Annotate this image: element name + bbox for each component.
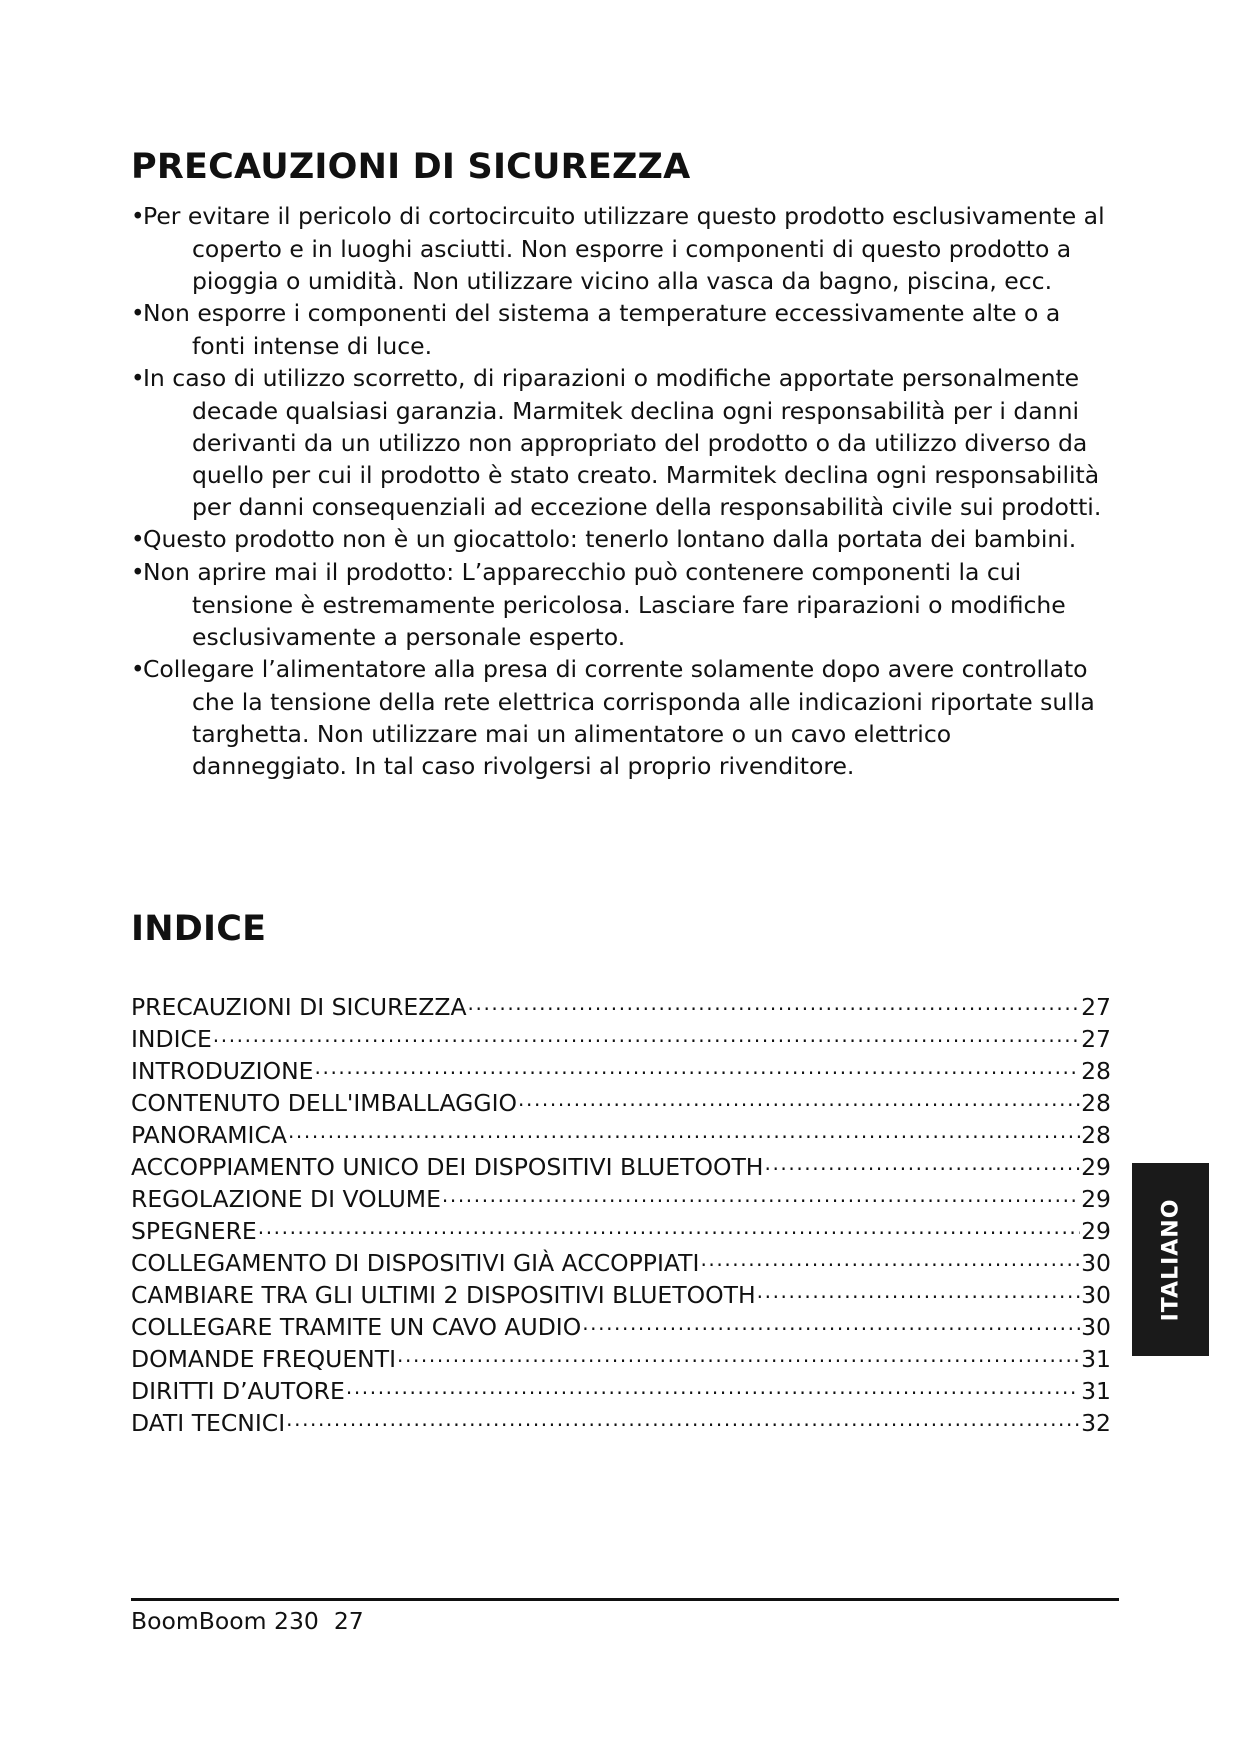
toc-entry-label: PANORAMICA — [131, 1121, 287, 1149]
toc-entry-page: 30 — [1081, 1281, 1111, 1309]
toc-leader-dots — [346, 1375, 1080, 1399]
toc-leader-dots — [397, 1343, 1080, 1367]
toc-entry-page: 29 — [1081, 1217, 1111, 1245]
toc-leader-dots — [258, 1215, 1080, 1239]
safety-item — [131, 523, 1111, 556]
toc-leader-dots — [286, 1407, 1080, 1431]
toc-entry-page: 29 — [1081, 1153, 1111, 1181]
toc-entry-label: INTRODUZIONE — [131, 1057, 314, 1085]
toc-leader-dots — [518, 1087, 1080, 1111]
safety-item-text: Collegare l’alimentatore alla presa di corrente solamente dopo avere controllato che la tensione della rete elettrica corrisponda alle indicazioni riportate sulla targhetta. Non utilizzare mai un alimentatore o un cavo elettrico danneggiato. In tal caso rivolgersi al proprio rivenditore. — [143, 655, 1095, 780]
safety-item-text: Non aprire mai il prodotto: L’apparecchio può contenere componenti la cui tensione è estremamente pericolosa. Lasciare fare riparazioni o modifiche esclusivamente a personale esperto. — [143, 558, 1066, 651]
toc-entry-label: REGOLAZIONE DI VOLUME — [131, 1185, 441, 1213]
toc-entry-page: 31 — [1081, 1377, 1111, 1405]
toc-entry-label: CONTENUTO DELL'IMBALLAGGIO — [131, 1089, 518, 1117]
toc-entry[interactable] — [131, 1343, 1111, 1375]
toc-entry-page: 28 — [1081, 1089, 1111, 1117]
toc-leader-dots — [582, 1311, 1080, 1335]
safety-item — [131, 200, 1111, 297]
table-of-contents — [131, 991, 1111, 1439]
safety-item-text: Non esporre i componenti del sistema a temperature eccessivamente alte o a fonti intense di luce. — [143, 299, 1061, 360]
toc-entry[interactable] — [131, 1119, 1111, 1151]
footer-divider — [131, 1598, 1119, 1601]
bullet-icon: • — [131, 366, 145, 392]
language-tab — [1132, 1163, 1209, 1356]
toc-entry[interactable] — [131, 1087, 1111, 1119]
toc-leader-dots — [315, 1055, 1081, 1079]
toc-entry-page: 27 — [1081, 1025, 1111, 1053]
toc-entry-label: COLLEGARE TRAMITE UN CAVO AUDIO — [131, 1313, 582, 1341]
bullet-icon: • — [131, 301, 145, 327]
toc-entry-page: 28 — [1081, 1057, 1111, 1085]
toc-entry-page: 31 — [1081, 1345, 1111, 1373]
toc-entry-label: COLLEGAMENTO DI DISPOSITIVI GIÀ ACCOPPIATI — [131, 1249, 700, 1277]
footer-page-number: 27 — [333, 1607, 364, 1635]
toc-entry-page: 28 — [1081, 1121, 1111, 1149]
toc-entry[interactable] — [131, 991, 1111, 1023]
footer-product-name: BoomBoom 230 — [131, 1607, 319, 1635]
safety-item-text: Questo prodotto non è un giocattolo: tenerlo lontano dalla portata dei bambini. — [143, 525, 1077, 553]
toc-leader-dots — [288, 1119, 1080, 1143]
toc-leader-dots — [468, 991, 1081, 1015]
toc-entry-label: SPEGNERE — [131, 1217, 257, 1245]
language-tab-label: ITALIANO — [1158, 1198, 1183, 1321]
toc-entry[interactable] — [131, 1311, 1111, 1343]
toc-entry-label: CAMBIARE TRA GLI ULTIMI 2 DISPOSITIVI BLUETOOTH — [131, 1281, 756, 1309]
toc-leader-dots — [442, 1183, 1080, 1207]
toc-entry-page: 32 — [1081, 1409, 1111, 1437]
toc-entry[interactable] — [131, 1055, 1111, 1087]
bullet-icon: • — [131, 527, 145, 553]
safety-list — [131, 200, 1111, 782]
toc-entry-page: 30 — [1081, 1249, 1111, 1277]
toc-leader-dots — [757, 1279, 1080, 1303]
bullet-icon: • — [131, 204, 145, 230]
safety-item — [131, 362, 1111, 523]
footer — [131, 1606, 364, 1636]
toc-entry[interactable] — [131, 1375, 1111, 1407]
toc-entry-label: INDICE — [131, 1025, 212, 1053]
safety-item — [131, 653, 1111, 782]
toc-entry-page: 27 — [1081, 993, 1111, 1021]
toc-entry-label: DIRITTI D’AUTORE — [131, 1377, 345, 1405]
toc-leader-dots — [764, 1151, 1080, 1175]
section-title-safety: PRECAUZIONI DI SICUREZZA — [131, 147, 691, 187]
toc-entry-label: ACCOPPIAMENTO UNICO DEI DISPOSITIVI BLUETOOTH — [131, 1153, 764, 1181]
toc-entry-label: PRECAUZIONI DI SICUREZZA — [131, 993, 467, 1021]
toc-entry-label: DOMANDE FREQUENTI — [131, 1345, 397, 1373]
toc-entry-label: DATI TECNICI — [131, 1409, 286, 1437]
toc-entry[interactable] — [131, 1407, 1111, 1439]
bullet-icon: • — [131, 657, 145, 683]
safety-item-text: Per evitare il pericolo di cortocircuito utilizzare questo prodotto esclusivamente al coperto e in luoghi asciutti. Non esporre i componenti di questo prodotto a pioggia o umidità. Non utilizzare vicino alla vasca da bagno, piscina, ecc. — [143, 202, 1105, 295]
toc-entry-page: 29 — [1081, 1185, 1111, 1213]
safety-item — [131, 297, 1111, 362]
toc-leader-dots — [213, 1023, 1080, 1047]
toc-entry[interactable] — [131, 1215, 1111, 1247]
toc-entry[interactable] — [131, 1023, 1111, 1055]
safety-item — [131, 556, 1111, 653]
toc-entry[interactable] — [131, 1247, 1111, 1279]
bullet-icon: • — [131, 560, 145, 586]
toc-leader-dots — [700, 1247, 1080, 1271]
toc-entry[interactable] — [131, 1183, 1111, 1215]
toc-entry[interactable] — [131, 1151, 1111, 1183]
safety-item-text: In caso di utilizzo scorretto, di riparazioni o modifiche apportate personalmente decade qualsiasi garanzia. Marmitek declina ogni responsabilità per i danni derivanti da un utilizzo non appropriato del prodotto o da utilizzo diverso da quello per cui il prodotto è stato creato. Marmitek declina ogni responsabilità per danni consequenziali ad eccezione della responsabilità civile sui prodotti. — [143, 364, 1102, 521]
section-title-index: INDICE — [131, 909, 267, 949]
toc-entry-page: 30 — [1081, 1313, 1111, 1341]
toc-entry[interactable] — [131, 1279, 1111, 1311]
